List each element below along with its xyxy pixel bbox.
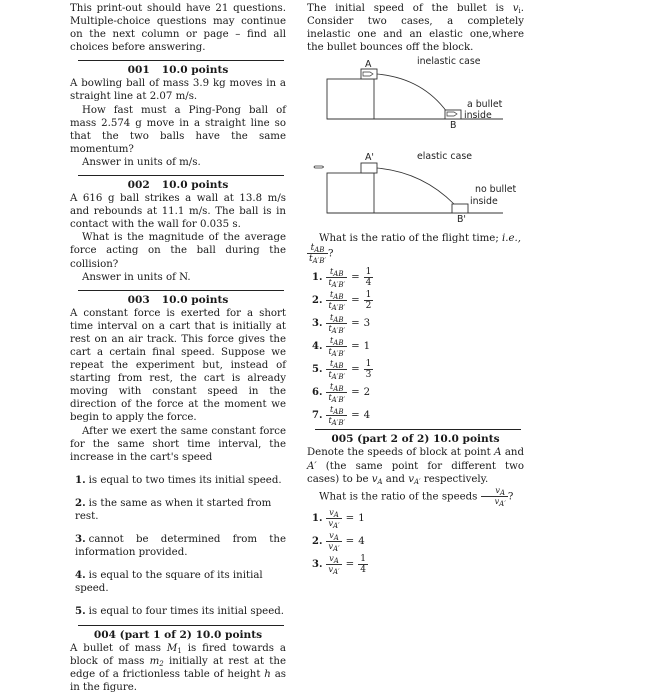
q005-text: Denote the speeds of block at point A and A′ (the same point for different two cases) to be $v_A$ and $v_{A'}$ respectively. (307, 447, 524, 486)
q002-units: Answer in units of N. (82, 271, 191, 283)
inside-label: inside (464, 110, 492, 122)
point-b-label: B (450, 120, 457, 132)
intro-text: This print-out should have 21 questions. Multiple-choice questions may continue on the next column or page – find all choices before answering. (70, 3, 286, 54)
question-header-001: 001 10.0 points (127, 64, 229, 77)
q003-choice-3[interactable]: 3. cannot be determined from the information provided. (75, 533, 286, 559)
point-a-label: A (365, 59, 372, 71)
q003-text-1: A constant force is exerted for a short time interval on a cart that is initially at rest on an air track. This force gives the cart a certain final speed. Suppose we repeat the experiment but, instead of starting from rest, the cart is already moving with constant speed in the direction of the force at the moment we begin to apply the force. (70, 307, 286, 424)
q004-choice-2[interactable]: 2. $\frac{t_{AB}}{t_{A'B'}}$ = $\frac{1}{2}$ (312, 290, 372, 313)
q005-choice-2[interactable]: 2. $\frac{v_A}{v_{A'}}$ = 4 (312, 530, 365, 553)
q004-ratio: $\frac{t_{AB}}{t_{A'B'}}$ ? (309, 243, 334, 266)
question-header-004: 004 (part 1 of 2) 10.0 points (93, 628, 263, 641)
point-a-prime-label: A' (365, 152, 374, 164)
q004-choice-7[interactable]: 7. $\frac{t_{AB}}{t_{A'B'}}$ = 4 (312, 405, 371, 428)
q005-choice-3[interactable]: 3. $\frac{v_A}{v_{A'}}$ = $\frac{1}{4}$ (312, 553, 366, 576)
divider (315, 429, 521, 430)
q001-text-1: A bowling ball of mass 3.9 kg moves in a straight line at 2.07 m/s. (70, 78, 286, 103)
point-b-prime-label: B' (457, 214, 467, 226)
q004-continued-text: The initial speed of the bullet is $v_i$. Consider two cases, a completely inelastic one and an elastic one,where the bullet bounces off the block. (307, 3, 524, 54)
q004-text: A bullet of mass $M_1$ is fired towards a block of mass $m_2$ initially at rest at the edge of a frictionless table of height h as in the figure. (70, 642, 287, 693)
q004-choice-4[interactable]: 4. $\frac{t_{AB}}{t_{A'B'}}$ = 1 (312, 336, 371, 359)
diagram-drawing (307, 56, 527, 234)
q001-units: Answer in units of m/s. (82, 156, 201, 168)
q004-question: What is the ratio of the flight time; i.e., (319, 233, 522, 245)
inelastic-case-label: inelastic case (417, 56, 481, 68)
q004-choice-1[interactable]: 1. $\frac{t_{AB}}{t_{A'B'}}$ = $\frac{1}{4}$ (312, 267, 372, 290)
q004-choice-5[interactable]: 5. $\frac{t_{AB}}{t_{A'B'}}$ = $\frac{1}{3}$ (312, 359, 372, 382)
divider (78, 175, 284, 176)
divider (78, 290, 284, 291)
q003-text-2: After we exert the same constant force for the same short time interval, the increase in the cart's speed (70, 425, 286, 463)
q003-choice-5[interactable]: 5. is equal to four times its initial speed. (75, 605, 284, 618)
q001-text-2: How fast must a Ping-Pong ball of mass 2.574 g move in a straight line so that the two balls have the same momentum? (70, 104, 286, 155)
question-header-005: 005 (part 2 of 2) 10.0 points (331, 433, 500, 446)
elastic-case-label: elastic case (417, 151, 472, 163)
collision-diagram (307, 56, 524, 234)
question-header-003: 003 10.0 points (127, 293, 229, 306)
no-bullet-label: no bullet (475, 184, 517, 196)
left-column (70, 2, 286, 694)
inside-label-2: inside (470, 196, 498, 208)
question-header-002: 002 10.0 points (127, 179, 229, 192)
q003-choice-2[interactable]: 2. is the same as when it started from rest. (75, 496, 272, 522)
q002-text-2: What is the magnitude of the average force acting on the ball during the collision? (70, 232, 286, 270)
q004-choice-6[interactable]: 6. $\frac{t_{AB}}{t_{A'B'}}$ = 2 (312, 382, 371, 405)
divider (78, 60, 284, 61)
q004-choice-3[interactable]: 3. $\frac{t_{AB}}{t_{A'B'}}$ = 3 (312, 313, 371, 336)
q003-choice-1[interactable]: 1. is equal to two times its initial speed. (75, 473, 282, 486)
q003-choice-4[interactable]: 4. is equal to the square of its initial speed. (75, 569, 263, 595)
q002-text-1: A 616 g ball strikes a wall at 13.8 m/s and rebounds at 11.1 m/s. The ball is in contact with the wall for 0.035 s. (70, 193, 286, 231)
q005-choice-1[interactable]: 1. $\frac{v_A}{v_{A'}}$ = 1 (312, 507, 365, 530)
right-column (307, 2, 524, 576)
divider (78, 625, 284, 626)
bullet-inside-label: a bullet (467, 99, 503, 111)
q005-question: What is the ratio of the speeds $\frac{v_A}{v_{A'}}$ ? (319, 485, 514, 508)
